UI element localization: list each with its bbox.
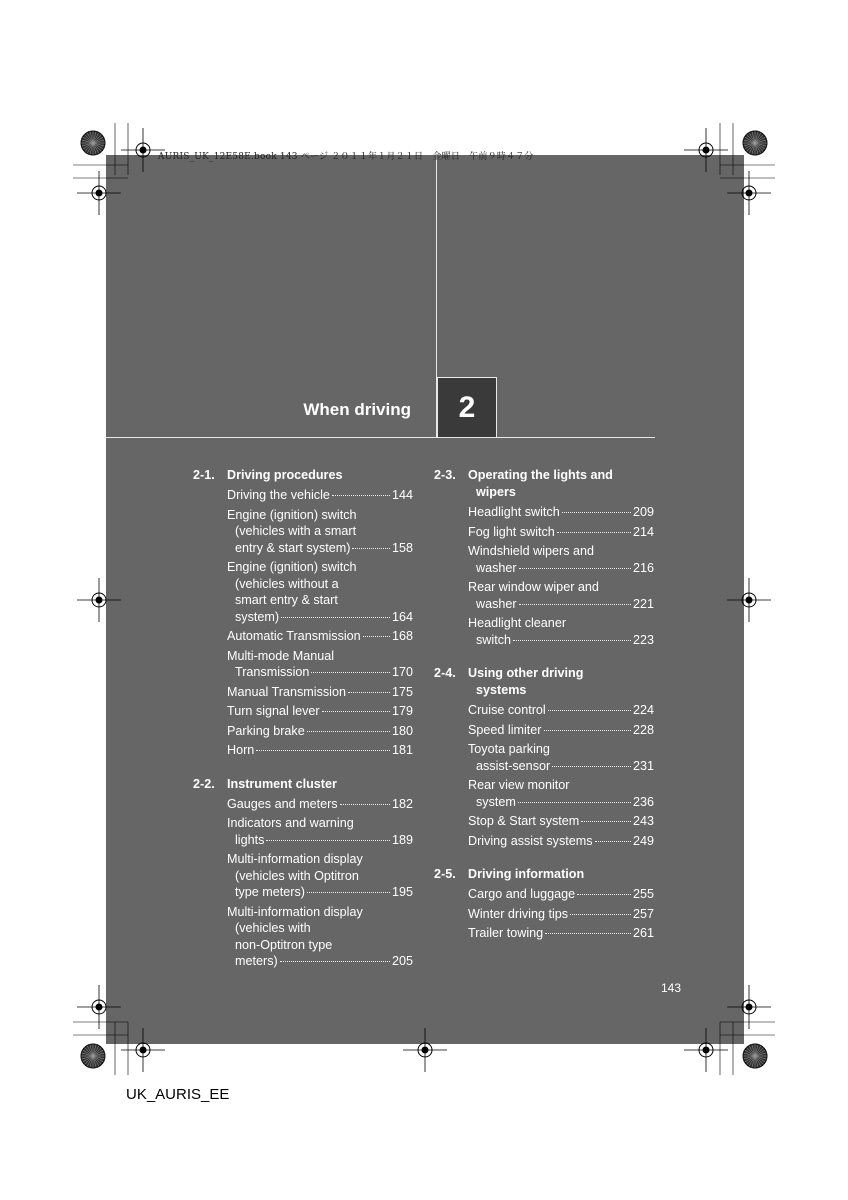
- toc-entry[interactable]: [227, 723, 413, 740]
- dot-leader: [352, 548, 390, 549]
- dot-leader: [545, 933, 631, 934]
- toc-entry[interactable]: [468, 833, 654, 850]
- toc-entry[interactable]: [468, 579, 654, 612]
- dot-leader: [557, 532, 631, 533]
- entry-text-line: non-Optitron type: [235, 937, 333, 952]
- entry-text-line: Fog light switch: [468, 524, 555, 539]
- dot-leader: [266, 840, 390, 841]
- entry-text-line: Horn: [227, 743, 255, 757]
- entry-page-number: 236: [632, 794, 654, 809]
- toc-entry[interactable]: [227, 742, 413, 759]
- entry-text-line: Toyota parking: [468, 742, 550, 756]
- entry-page-number: 221: [632, 596, 654, 611]
- dot-leader: [332, 495, 390, 496]
- toc-entry[interactable]: [227, 684, 413, 701]
- entry-text-line: Rear view monitor: [468, 778, 570, 792]
- section-title: [468, 467, 654, 501]
- entry-page-number: 179: [391, 704, 413, 718]
- entry-text-line: Indicators and warning: [227, 816, 354, 830]
- entry-page-number: 175: [391, 684, 413, 699]
- dot-leader: [552, 766, 631, 767]
- entry-text-line: Stop & Start system: [468, 814, 580, 828]
- section-title: [468, 665, 654, 699]
- entry-text-line: Multi-information display: [227, 852, 363, 866]
- toc-entry[interactable]: [227, 559, 413, 625]
- section-title-line: systems: [476, 683, 527, 697]
- entry-page-number: 231: [632, 758, 654, 773]
- entry-text-line: washer: [476, 596, 517, 611]
- dot-leader: [256, 750, 390, 751]
- section-title: [468, 866, 654, 883]
- toc-entry[interactable]: [468, 524, 654, 541]
- section-heading: [434, 866, 654, 883]
- entry-page-number: 170: [391, 665, 413, 679]
- entry-page-number: 164: [391, 609, 413, 624]
- section-number: 2-3.: [434, 468, 456, 482]
- entry-page-number: 257: [632, 906, 654, 921]
- entry-text-line: smart entry & start: [235, 593, 338, 607]
- dot-leader: [519, 604, 631, 605]
- print-header: AURIS_UK_12E58E.book 143 ページ ２０１１年１月２１日 金曜日 午前９時４７分: [158, 152, 534, 162]
- dot-leader: [513, 640, 631, 641]
- toc-section: [434, 665, 654, 849]
- toc-section: [193, 776, 413, 970]
- entry-page-number: 214: [632, 524, 654, 539]
- toc-entry[interactable]: [227, 487, 413, 504]
- entry-text-line: Parking brake: [227, 723, 305, 738]
- entry-text-line: Automatic Transmission: [227, 629, 361, 643]
- entry-page-number: 255: [632, 887, 654, 901]
- footer-label: UK_AURIS_EE: [126, 1086, 230, 1103]
- entry-page-number: 223: [632, 632, 654, 647]
- entry-text-line: Cruise control: [468, 703, 546, 717]
- toc-entry[interactable]: [227, 815, 413, 848]
- entry-text-line: Headlight cleaner: [468, 616, 567, 630]
- entry-text-line: lights: [235, 832, 265, 847]
- toc-entry[interactable]: [468, 615, 654, 648]
- entry-text-line: Rear window wiper and: [468, 580, 599, 594]
- entry-page-number: 205: [391, 954, 413, 968]
- toc-entry[interactable]: [227, 648, 413, 681]
- entry-page-number: 168: [391, 629, 413, 643]
- chapter-number: 2: [458, 391, 476, 424]
- toc-entry[interactable]: [468, 813, 654, 830]
- dot-leader: [570, 914, 631, 915]
- entry-text-line: type meters): [235, 885, 305, 899]
- toc-entry[interactable]: [468, 741, 654, 774]
- section-title-line: Operating the lights and: [468, 468, 613, 482]
- toc-entry[interactable]: [468, 504, 654, 521]
- entry-text-line: (vehicles with: [235, 921, 311, 935]
- entry-text-line: Multi-mode Manual: [227, 648, 335, 663]
- entry-text-line: system): [235, 609, 280, 624]
- toc-entry[interactable]: [468, 906, 654, 923]
- entry-page-number: 195: [391, 885, 413, 899]
- section-heading: [193, 467, 413, 484]
- toc-section: [434, 866, 654, 942]
- entry-text-line: Engine (ignition) switch: [227, 560, 357, 574]
- section-title-line: Driving procedures: [227, 468, 343, 482]
- section-title-line: Using other driving: [468, 666, 584, 680]
- entry-page-number: 216: [632, 560, 654, 575]
- toc-entry[interactable]: [468, 722, 654, 739]
- section-number: 2-5.: [434, 867, 456, 881]
- section-title-line: Driving information: [468, 867, 585, 881]
- entry-text-line: Multi-information display: [227, 904, 363, 919]
- horizontal-rule: [106, 437, 655, 438]
- dot-leader: [548, 710, 631, 711]
- toc-entry[interactable]: [468, 925, 654, 942]
- toc-entry[interactable]: [227, 904, 413, 970]
- entry-page-number: 182: [391, 796, 413, 811]
- entry-page-number: 158: [391, 540, 413, 555]
- toc-entry[interactable]: [468, 777, 654, 810]
- entry-page-number: 249: [632, 833, 654, 848]
- entry-text-line: system: [476, 794, 516, 809]
- dot-leader: [595, 841, 631, 842]
- dot-leader: [307, 731, 390, 732]
- chapter-number-box: [437, 377, 497, 437]
- toc-entry[interactable]: [468, 543, 654, 576]
- entry-text-line: Engine (ignition) switch: [227, 507, 357, 522]
- entry-text-line: Driving the vehicle: [227, 488, 330, 502]
- toc-section: [434, 467, 654, 648]
- section-title: [227, 467, 413, 484]
- toc-entry[interactable]: [227, 703, 413, 720]
- entry-text-line: (vehicles without a: [235, 576, 339, 591]
- entry-text-line: Cargo and luggage: [468, 887, 576, 901]
- dot-leader: [577, 894, 631, 895]
- toc-entry[interactable]: [227, 851, 413, 901]
- entry-page-number: 209: [632, 505, 654, 519]
- dot-leader: [322, 711, 390, 712]
- toc-entry[interactable]: [468, 702, 654, 719]
- entry-text-line: washer: [476, 560, 517, 575]
- entry-text-line: Transmission: [235, 665, 310, 679]
- section-title-line: Instrument cluster: [227, 776, 337, 791]
- entry-text-line: entry & start system): [235, 540, 351, 555]
- toc-left-column: [193, 467, 413, 987]
- entry-page-number: 180: [391, 723, 413, 738]
- entry-text-line: switch: [476, 632, 511, 647]
- entry-text-line: meters): [235, 954, 278, 968]
- dot-leader: [363, 636, 390, 637]
- section-title-line: wipers: [476, 485, 516, 499]
- entry-page-number: 243: [632, 814, 654, 828]
- entry-text-line: (vehicles with Optitron: [235, 868, 359, 883]
- dot-leader: [340, 804, 390, 805]
- dot-leader: [581, 821, 631, 822]
- section-number: 2-4.: [434, 666, 456, 680]
- dot-leader: [519, 568, 631, 569]
- entry-text-line: Driving assist systems: [468, 833, 593, 848]
- section-number: 2-1.: [193, 468, 215, 482]
- dot-leader: [518, 802, 631, 803]
- entry-text-line: Headlight switch: [468, 505, 560, 519]
- section-number: 2-2.: [193, 776, 215, 791]
- entry-text-line: Turn signal lever: [227, 704, 320, 718]
- entry-page-number: 224: [632, 703, 654, 717]
- chapter-title: When driving: [303, 400, 411, 419]
- entry-text-line: Speed limiter: [468, 722, 542, 737]
- entry-page-number: 261: [632, 926, 654, 940]
- entry-text-line: Winter driving tips: [468, 906, 569, 921]
- entry-page-number: 144: [391, 488, 413, 502]
- entry-text-line: Gauges and meters: [227, 796, 338, 811]
- dot-leader: [311, 672, 390, 673]
- dot-leader: [544, 730, 631, 731]
- entry-page-number: 228: [632, 722, 654, 737]
- toc-entry[interactable]: [227, 796, 413, 813]
- toc-entry[interactable]: [468, 886, 654, 903]
- section-title: [227, 776, 413, 793]
- section-heading: [434, 467, 654, 501]
- entry-page-number: 189: [391, 832, 413, 847]
- dot-leader: [307, 892, 390, 893]
- entry-text-line: Trailer towing: [468, 926, 544, 940]
- toc-right-column: [434, 467, 654, 959]
- entry-text-line: Windshield wipers and: [468, 544, 594, 558]
- toc-section: [193, 467, 413, 759]
- entry-text-line: (vehicles with a smart: [235, 524, 357, 538]
- toc-entry[interactable]: [227, 628, 413, 645]
- page-number: 143: [661, 981, 682, 995]
- section-heading: [193, 776, 413, 793]
- dot-leader: [281, 617, 390, 618]
- section-heading: [434, 665, 654, 699]
- dot-leader: [280, 961, 390, 962]
- entry-text-line: Manual Transmission: [227, 684, 346, 699]
- entry-text-line: assist-sensor: [476, 758, 551, 773]
- entry-page-number: 181: [391, 743, 413, 757]
- dot-leader: [562, 512, 631, 513]
- dot-leader: [348, 692, 390, 693]
- toc-entry[interactable]: [227, 507, 413, 557]
